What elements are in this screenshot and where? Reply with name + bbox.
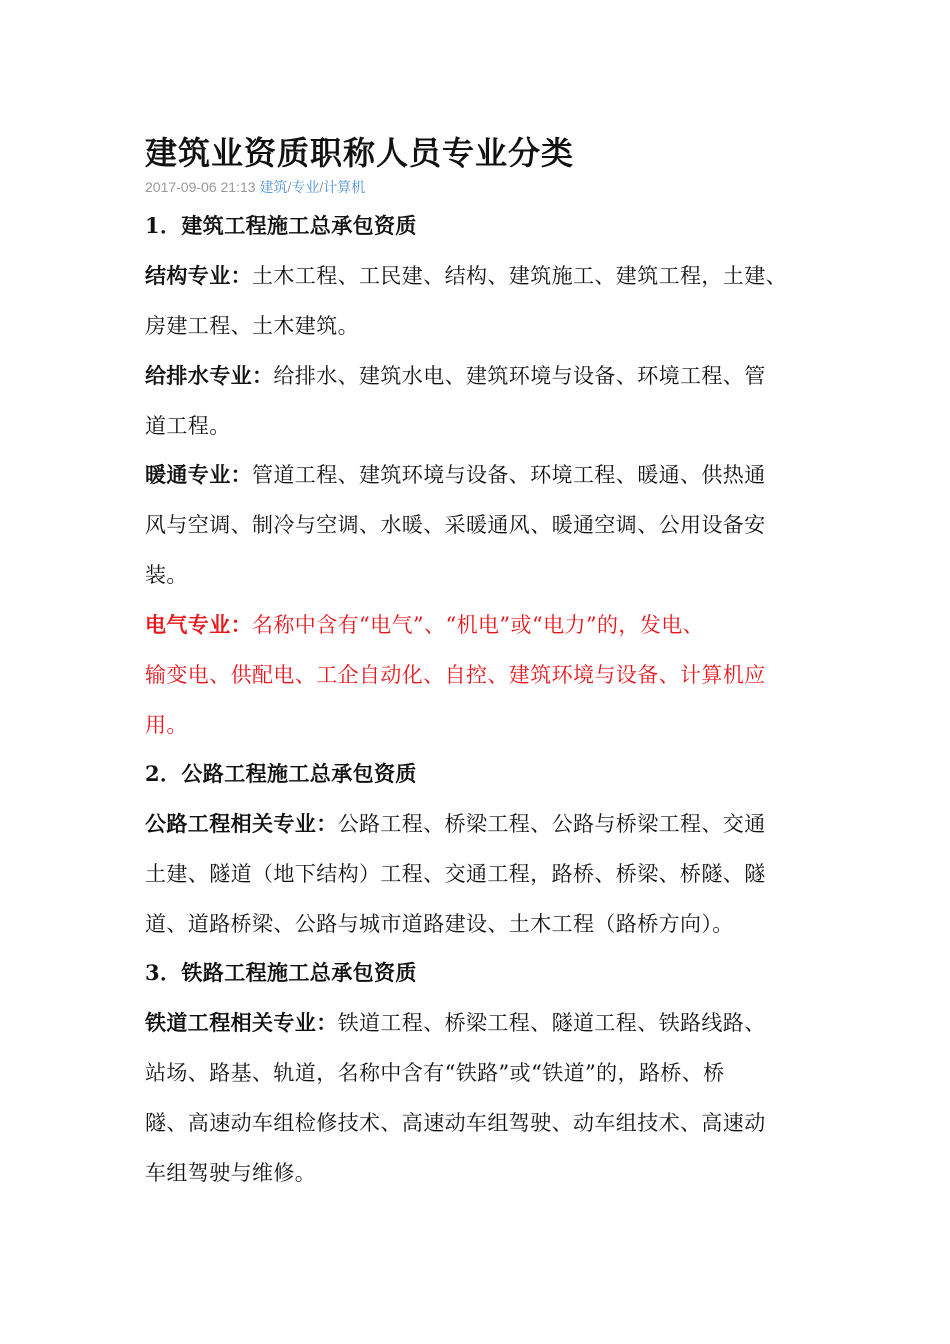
paragraph-line: 车组驾驶与维修。 [145,1161,317,1185]
entry-text: 公路工程、桥梁工程、公路与桥梁工程、交通 [337,812,766,836]
paragraph-line: 隧、高速动车组检修技术、高速动车组驾驶、动车组技术、高速动 [145,1111,766,1135]
page-title: 建筑业资质职称人员专业分类 [145,134,575,172]
paragraph-line: 道工程。 [145,414,231,438]
entry-text: 铁道工程、桥梁工程、隧道工程、铁路线路、 [337,1011,766,1035]
tag-link-computer[interactable]: 计算机 [323,179,366,195]
paragraph-line [145,810,766,838]
section-heading: 2．公路工程施工总承包资质 [145,761,417,786]
paragraph-line: 站场、路基、轨道，名称中含有“铁路”或“铁道”的，路桥、桥 [145,1061,725,1085]
paragraph-line: 房建工程、土木建筑。 [145,314,359,338]
entry-label: 公路工程相关专业： [145,811,338,836]
paragraph-line: 风与空调、制冷与空调、水暖、采暖通风、暖通空调、公用设备安 [145,513,766,537]
article-meta [145,177,365,197]
paragraph-line [145,362,766,390]
paragraph-line: 道、道路桥梁、公路与城市道路建设、土木工程（路桥方向）。 [145,912,734,936]
paragraph-line-highlighted: 用。 [145,713,188,737]
entry-text: 管道工程、建筑环境与设备、环境工程、暖通、供热通 [252,463,766,487]
paragraph-line: 土建、隧道（地下结构）工程、交通工程，路桥、桥梁、桥隧、隧 [145,862,766,886]
entry-text: 给排水、建筑水电、建筑环境与设备、环境工程、管 [273,364,766,388]
entry-text: 名称中含有“电气”、“机电”或“电力”的，发电、 [252,613,705,637]
entry-text: 土木工程、工民建、结构、建筑施工、建筑工程，土建、 [252,264,787,288]
entry-label: 暖通专业： [145,462,252,487]
section-heading: 3．铁路工程施工总承包资质 [145,960,417,985]
paragraph-line [145,262,787,290]
section-heading: 1．建筑工程施工总承包资质 [145,213,417,238]
paragraph-line [145,1009,766,1037]
paragraph-line-highlighted [145,611,704,639]
paragraph-line [145,461,766,489]
entry-label: 给排水专业： [145,363,274,388]
tag-link-major[interactable]: 专业 [291,179,320,195]
tag-link-architecture[interactable]: 建筑 [259,179,288,195]
entry-label: 铁道工程相关专业： [145,1010,338,1035]
paragraph-line: 装。 [145,563,188,587]
paragraph-line-highlighted: 输变电、供配电、工企自动化、自控、建筑环境与设备、计算机应 [145,663,766,687]
entry-label: 电气专业： [145,612,252,637]
entry-label: 结构专业： [145,263,252,288]
tag-separator: / [287,179,292,195]
post-datetime: 2017-09-06 21:13 [145,179,256,195]
tag-separator: / [319,179,324,195]
